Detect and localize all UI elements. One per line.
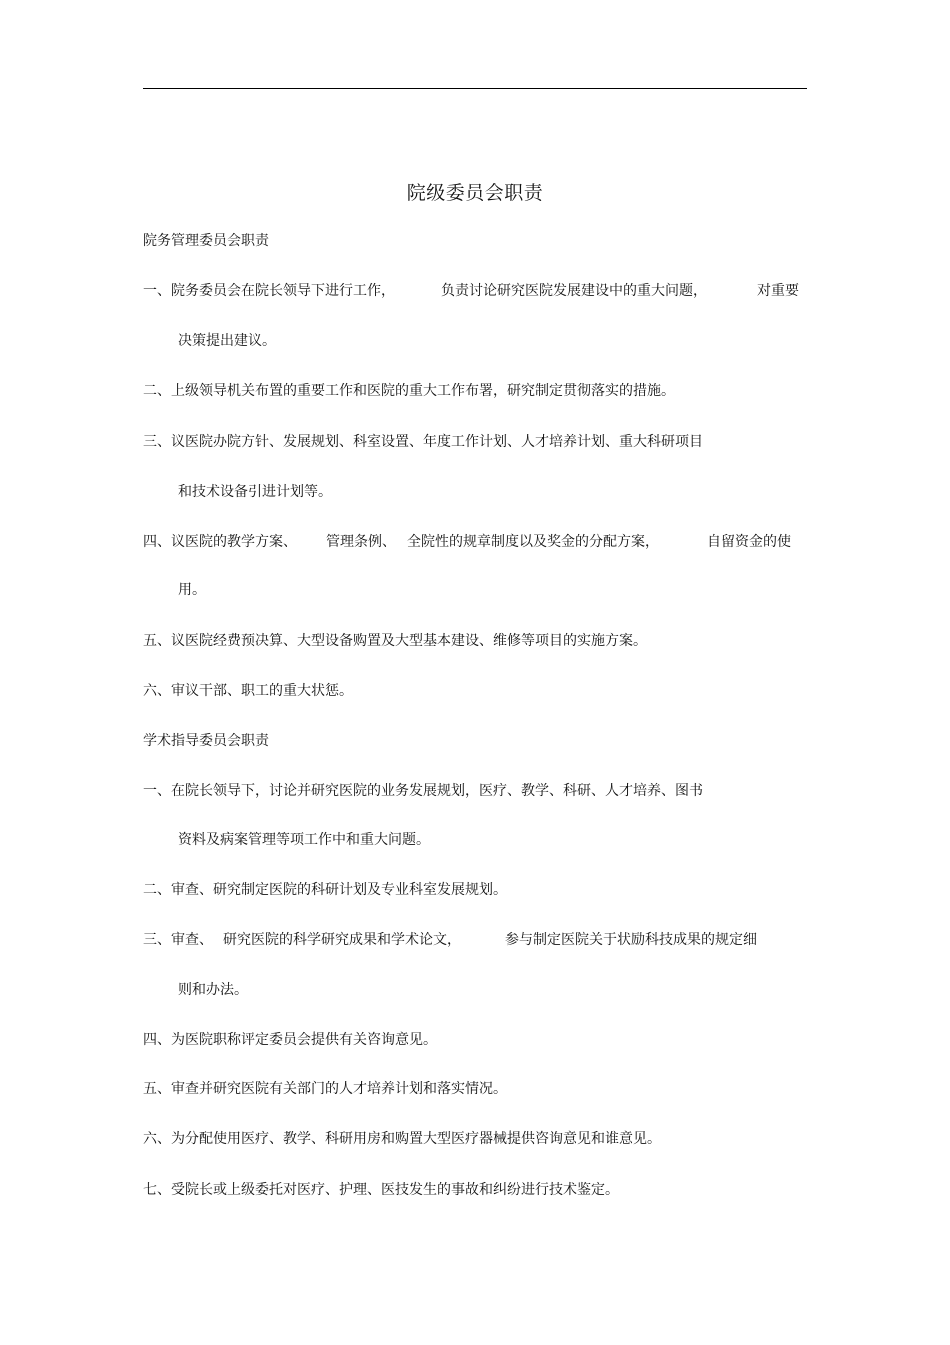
admin-item-3: 三、议医院办院方针、发展规划、科室设置、年度工作计划、人才培养计划、重大科研项目 <box>143 434 703 450</box>
academic-item-3-part-3: 参与制定医院关于状励科技成果的规定细 <box>505 932 757 948</box>
academic-item-1-continuation: 资料及病案管理等项工作中和重大问题。 <box>178 832 430 848</box>
document-title: 院级委员会职责 <box>406 182 544 204</box>
academic-item-3-part-1: 三、审查、 <box>143 932 213 948</box>
academic-item-1: 一、在院长领导下，讨论并研究医院的业务发展规划，医疗、教学、科研、人才培养、图书 <box>143 783 703 799</box>
admin-item-6: 六、审议干部、职工的重大状惩。 <box>143 683 353 699</box>
academic-item-6: 六、为分配使用医疗、教学、科研用房和购置大型医疗器械提供咨询意见和谁意见。 <box>143 1131 661 1147</box>
admin-item-5: 五、议医院经费预决算、大型设备购置及大型基本建设、维修等项目的实施方案。 <box>143 633 647 649</box>
admin-item-3-continuation: 和技术设备引进计划等。 <box>178 484 332 500</box>
admin-item-4-part-3: 全院性的规章制度以及奖金的分配方案， <box>407 534 659 550</box>
admin-item-2: 二、上级领导机关布置的重要工作和医院的重大工作布署，研究制定贯彻落实的措施。 <box>143 383 675 399</box>
academic-item-4: 四、为医院职称评定委员会提供有关咨询意见。 <box>143 1032 437 1048</box>
academic-item-3-continuation: 则和办法。 <box>178 982 248 998</box>
admin-item-4-part-4: 自留资金的使 <box>707 534 791 550</box>
admin-item-1-part-2: 负责讨论研究医院发展建设中的重大问题， <box>441 283 707 299</box>
academic-item-3-part-2: 研究医院的科学研究成果和学术论文， <box>223 932 461 948</box>
section-heading-admin: 院务管理委员会职责 <box>143 233 269 249</box>
admin-item-4-part-2: 管理条例、 <box>326 534 396 550</box>
admin-item-1-continuation: 决策提出建议。 <box>178 333 276 349</box>
admin-item-1-part-3: 对重要 <box>757 283 799 299</box>
header-rule <box>143 88 807 89</box>
admin-item-1-part-1: 一、院务委员会在院长领导下进行工作， <box>143 283 395 299</box>
admin-item-4-continuation: 用。 <box>178 582 206 598</box>
admin-item-4-part-1: 四、议医院的教学方案、 <box>143 534 297 550</box>
academic-item-2: 二、审查、研究制定医院的科研计划及专业科室发展规划。 <box>143 882 507 898</box>
section-heading-academic: 学术指导委员会职责 <box>143 733 269 749</box>
academic-item-7: 七、受院长或上级委托对医疗、护理、医技发生的事故和纠纷进行技术鉴定。 <box>143 1182 619 1198</box>
academic-item-5: 五、审查并研究医院有关部门的人才培养计划和落实情况。 <box>143 1081 507 1097</box>
